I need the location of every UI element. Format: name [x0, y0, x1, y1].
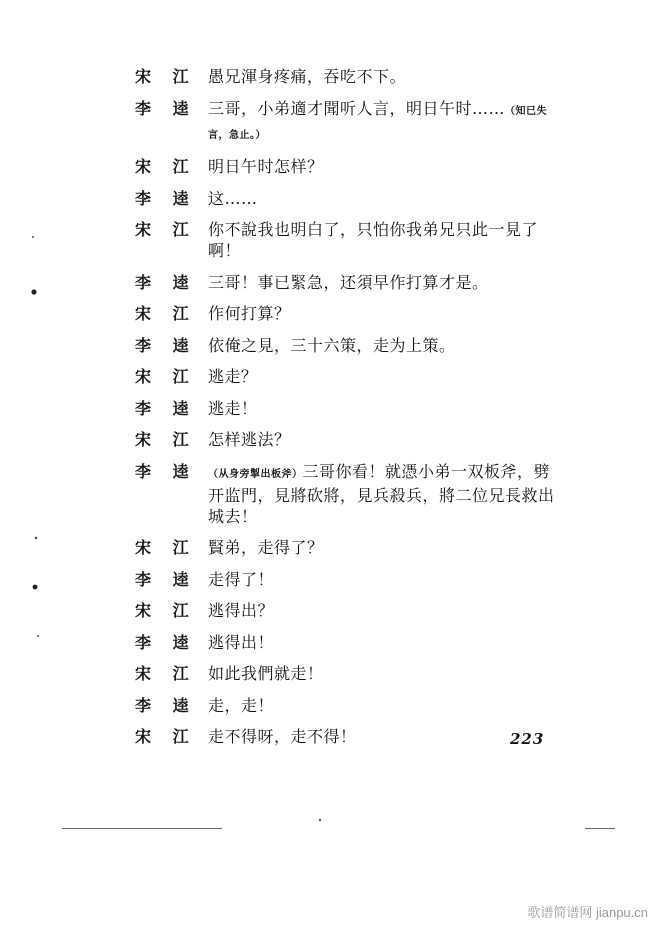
dialogue-line — [135, 66, 565, 87]
speaker-name: 宋 江 — [135, 601, 197, 620]
dialogue-line — [135, 188, 565, 209]
dialogue-text: 三哥！事已緊急，还須早作打算才是。 — [208, 272, 489, 292]
dialogue-text: 逃得出！ — [208, 632, 275, 652]
dialogue-text-main: 三哥，小弟適才聞听人言，明日午时…… — [208, 98, 506, 118]
dialogue-line — [135, 663, 565, 684]
ink-speck — [32, 236, 34, 238]
dialogue-text-main: 三哥你看！就憑小弟一双板斧，劈开监門，見將砍將，見兵殺兵，將二位兄長救出城去！ — [208, 461, 555, 526]
dialogue-line — [135, 695, 565, 716]
dialogue-line — [135, 398, 565, 419]
dialogue-text — [208, 98, 565, 146]
ink-speck — [35, 537, 37, 539]
dialogue-line — [135, 335, 565, 356]
dialogue-line — [135, 219, 565, 261]
dialogue-line — [135, 272, 565, 293]
dialogue-text: 你不說我也明白了，只怕你我弟兄只此一見了啊！ — [208, 220, 539, 260]
speaker-name: 李 逵 — [135, 272, 197, 292]
dialogue-line — [135, 156, 565, 177]
dialogue-text — [208, 461, 565, 527]
dialogue-text: 走得了！ — [208, 569, 275, 589]
dialogue-text: 作何打算？ — [208, 304, 291, 323]
dialogue-line — [135, 98, 565, 146]
stage-direction: （知已失言，急止。） — [208, 105, 548, 141]
ink-speck — [319, 819, 321, 821]
speaker-name: 李 逵 — [135, 569, 197, 589]
ink-speck — [37, 635, 39, 637]
dialogue-text: 走不得呀，走不得！ — [208, 727, 357, 746]
dialogue-line — [135, 569, 565, 590]
dialogue-block — [135, 66, 565, 758]
dialogue-line — [135, 303, 565, 324]
speaker-name: 宋 江 — [135, 220, 197, 239]
speaker-name: 宋 江 — [135, 304, 197, 323]
stage-direction: （从身旁掣出板斧） — [208, 468, 303, 480]
dialogue-text: 走，走！ — [208, 695, 275, 715]
dialogue-line — [135, 537, 565, 558]
dialogue-text: 賢弟，走得了？ — [208, 538, 324, 557]
speaker-name: 宋 江 — [135, 430, 197, 449]
dialogue-text: 这…… — [208, 188, 258, 208]
speaker-name: 宋 江 — [135, 664, 197, 683]
site-watermark: 歌谱简谱网 jianpu.cn — [527, 905, 648, 920]
speaker-name: 李 逵 — [135, 461, 197, 481]
dialogue-text: 逃得出？ — [208, 601, 275, 620]
speaker-name: 李 逵 — [135, 188, 197, 208]
dialogue-line — [135, 366, 565, 387]
dialogue-line — [135, 429, 565, 450]
speaker-name: 宋 江 — [135, 538, 197, 557]
dialogue-line — [135, 726, 565, 747]
dialogue-text: 逃走？ — [208, 367, 258, 386]
speaker-name: 李 逵 — [135, 695, 197, 715]
dialogue-text: 怎样逃法？ — [208, 430, 291, 449]
bottom-rule-left — [62, 828, 222, 829]
dialogue-line — [135, 461, 565, 527]
speaker-name: 宋 江 — [135, 67, 197, 86]
dialogue-text: 逃走！ — [208, 398, 258, 418]
dialogue-line — [135, 632, 565, 653]
dialogue-text: 如此我們就走！ — [208, 664, 324, 683]
speaker-name: 宋 江 — [135, 727, 197, 746]
dialogue-line — [135, 600, 565, 621]
dialogue-text: 明日午时怎样？ — [208, 157, 324, 176]
speaker-name: 宋 江 — [135, 367, 197, 386]
bottom-rule-right — [585, 828, 615, 829]
speaker-name: 李 逵 — [135, 632, 197, 652]
speaker-name: 李 逵 — [135, 398, 197, 418]
speaker-name: 宋 江 — [135, 157, 197, 176]
page-number: 223 — [510, 730, 545, 748]
speaker-name: 李 逵 — [135, 335, 197, 355]
ink-speck — [33, 585, 38, 590]
speaker-name: 李 逵 — [135, 98, 197, 118]
ink-speck — [31, 289, 36, 294]
dialogue-text: 依俺之見，三十六策，走为上策。 — [208, 335, 456, 355]
dialogue-text: 愚兄渾身疼痛，吞吃不下。 — [208, 67, 407, 86]
